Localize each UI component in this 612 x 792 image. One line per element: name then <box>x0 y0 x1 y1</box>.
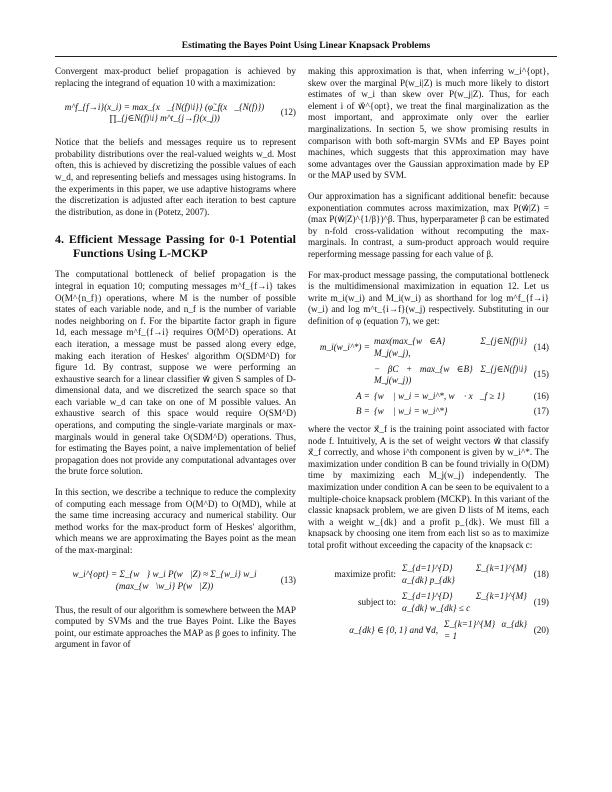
equation-number: (17) <box>533 406 549 417</box>
equation-19 <box>308 589 549 617</box>
equation-17 <box>308 406 549 418</box>
equation-number: (15) <box>533 369 549 380</box>
paragraph: For max-product message passing, the computational bottleneck is the multidimensional maximization in equation 12. Let us write m_i(w_i) and M_i(w_i) as shorthand for log m^f_{f→i}(w_i) and log m^t_{i→f}(w_j) respectively. Substituting in our definition of φ (equation 7), we get: <box>308 269 549 326</box>
equation-12 <box>55 98 296 128</box>
header-rule <box>55 56 557 57</box>
equation-label: maximize profit: <box>334 568 396 579</box>
equation-body: Σ_{d=1}^{D} Σ_{k=1}^{M} α_{dk} w_{dk} ≤ c <box>402 590 527 613</box>
equation-lhs: B = <box>355 406 370 417</box>
equation-number: (20) <box>533 624 549 635</box>
equation-15 <box>308 364 549 387</box>
paragraph: Our approximation has a significant additional benefit: because exponentiation commutes across maximization, max P(w⃗|Z) = (max P(w⃗|Z)^{1/β})^β. Thus, hyperparameter β can be estimated by n-fold cross-validation without recomputing the max-marginals. In contrast, a sum-product approach would require reperforming message passing for each value of β. <box>308 190 549 259</box>
equation-number: (12) <box>280 107 296 118</box>
equation-rhs: max(max_{w⃗∈A} Σ_{j∈N(f)\i} M_j(w_j), <box>374 336 527 359</box>
paragraph: Convergent max-product belief propagation is achieved by replacing the integrand of equation 10 with a maximization: <box>55 66 296 88</box>
equation-label: α_{dk} ∈ {0, 1} and ∀d, <box>349 624 438 635</box>
right-column <box>308 66 549 645</box>
paragraph: where the vector x⃗_f is the training point associated with factor node f. Intuitively, A is the set of weight vectors w⃗ that classify x⃗_f correctly, and whose i^th component is given by w_i^*. The maximization under condition B can be found trivially in O(DM) time by maximizing each M_j(w_j) independently. The maximization under condition A can be seen to be equivalent to a multiple-choice knapsack problem (MCKP). In this variant of the classic knapsack problem, we are given D lists of M items, each with a weight w_{dk} and a profit p_{dk}. We must fill a knapsack by choosing one item from each list so as to maximize total profit without exceeding the capacity of the knapsack c: <box>308 424 549 550</box>
equation-number: (13) <box>280 574 296 585</box>
equation-number: (18) <box>533 568 549 579</box>
equation-label: subject to: <box>357 596 396 607</box>
equation-13 <box>55 566 296 596</box>
equation-14 <box>308 336 549 359</box>
equation-lhs: m_i(w_i^*) = <box>319 342 370 353</box>
equation-rhs: {w⃗ | w_i = w_i^*, w⃗ · x⃗_f ≥ 1} <box>374 390 505 401</box>
equation-lhs: A = <box>356 390 370 401</box>
equation-number: (19) <box>533 596 549 607</box>
equation-body: w_i^{opt} = Σ_{w⃗} w_i P(w⃗|Z) ≈ Σ_{w_i} w_i (max_{w⃗\w_i} P(w⃗|Z)) <box>72 569 257 591</box>
paragraph: Thus, the result of our algorithm is somewhere between the MAP computed by SVMs and the true Bayes Point. Like the Bayes point, our estimate approaches the MAP as β goes to infinity. The argument in favor of <box>55 604 296 650</box>
equation-number: (14) <box>533 342 549 353</box>
left-column <box>55 66 296 660</box>
paragraph: In this section, we describe a technique to reduce the complexity of computing each message from O(M^D) to O(MD), while at the same time increasing accuracy and numerical stability. Our method works for the max-product form of Heskes' algorithm, which means we are approximating the Bayes point as the mean of the max-marginal: <box>55 487 296 555</box>
equation-body: Σ_{k=1}^{M} α_{dk} = 1 <box>444 618 527 641</box>
equation-number: (16) <box>533 390 549 401</box>
running-title: Estimating the Bayes Point Using Linear Knapsack Problems <box>181 41 431 51</box>
equation-rhs: {w⃗ | w_i = w_i^*} <box>374 406 448 417</box>
equation-body: Σ_{d=1}^{D} Σ_{k=1}^{M} α_{dk} p_{dk} <box>402 562 527 585</box>
paragraph: Notice that the beliefs and messages require us to represent probability distributions over the real-valued weights w_d. Most often, this is achieved by discretizing the possible values of each w_d, and representing beliefs and messages using histograms. In the experiments in this paper, we use adaptive histograms where the discretization is adjusted after each iteration to best capture the distribution, as done in (Potetz, 2007). <box>55 137 296 217</box>
paragraph: The computational bottleneck of belief propagation is the integral in equation 10; computing messages m^f_{f→i} takes O(M^{n_f}) operations, where M is the number of possible states of each variable node, and n_f is the number of variable nodes neighboring on f. For the bipartite factor graph in figure 1d, each message m^f_{f→i} requires O(M^D) operations. At each iteration, a message must be passed along every edge, making each iteration of Heskes' algorithm O(SDM^D) for figure 1d. By contrast, suppose we were performing an exhaustive search for a linear classifier w⃗ given S samples of D-dimensional data, and we discretized the search space so that each variable w_d can take on one of M possible values. An exhaustive search of this space would require O(SM^D) operations, and computing the single-variate marginals or max-marginals would in general take O(SDM^D) operations. Thus, for estimating the Bayes point, a naive implementation of belief propagation does not provide any computational advantages over the brute force solution. <box>55 269 296 477</box>
equation-rhs: − βC + max_{w⃗∈B} Σ_{j∈N(f)\i} M_j(w_j)) <box>374 363 527 386</box>
equation-16 <box>308 391 549 403</box>
equation-20 <box>308 617 549 645</box>
paragraph: making this approximation is that, when inferring w_i^{opt}, skew over the marginal P(w_i|Z) is much more likely to distort estimates of w_i than skew over P(w_j|Z). Thus, for each element i of w⃗^{opt}, we treat the final marginalization as the most important, and approximate only over the earlier marginalizations. In section 5, we show promising results in comparison with both soft-margin SVMs and EP Bayes point machines, which suggests that this approximation may have some advantages over the Gaussian approximation made by EP or the MAP used by SVM. <box>308 66 549 181</box>
equation-18 <box>308 561 549 589</box>
section-heading: 4. Efficient Message Passing for 0-1 Potential Functions Using L-MCKP <box>55 232 296 261</box>
equation-body: m^f_{f→i}(x_i) = max_{x⃗_{N(f)\i}} (φ̃_f(x⃗_{N(f)}) ∏_{j∈N(f)\i} m^t_{j→f}(x_j)) <box>64 101 265 124</box>
